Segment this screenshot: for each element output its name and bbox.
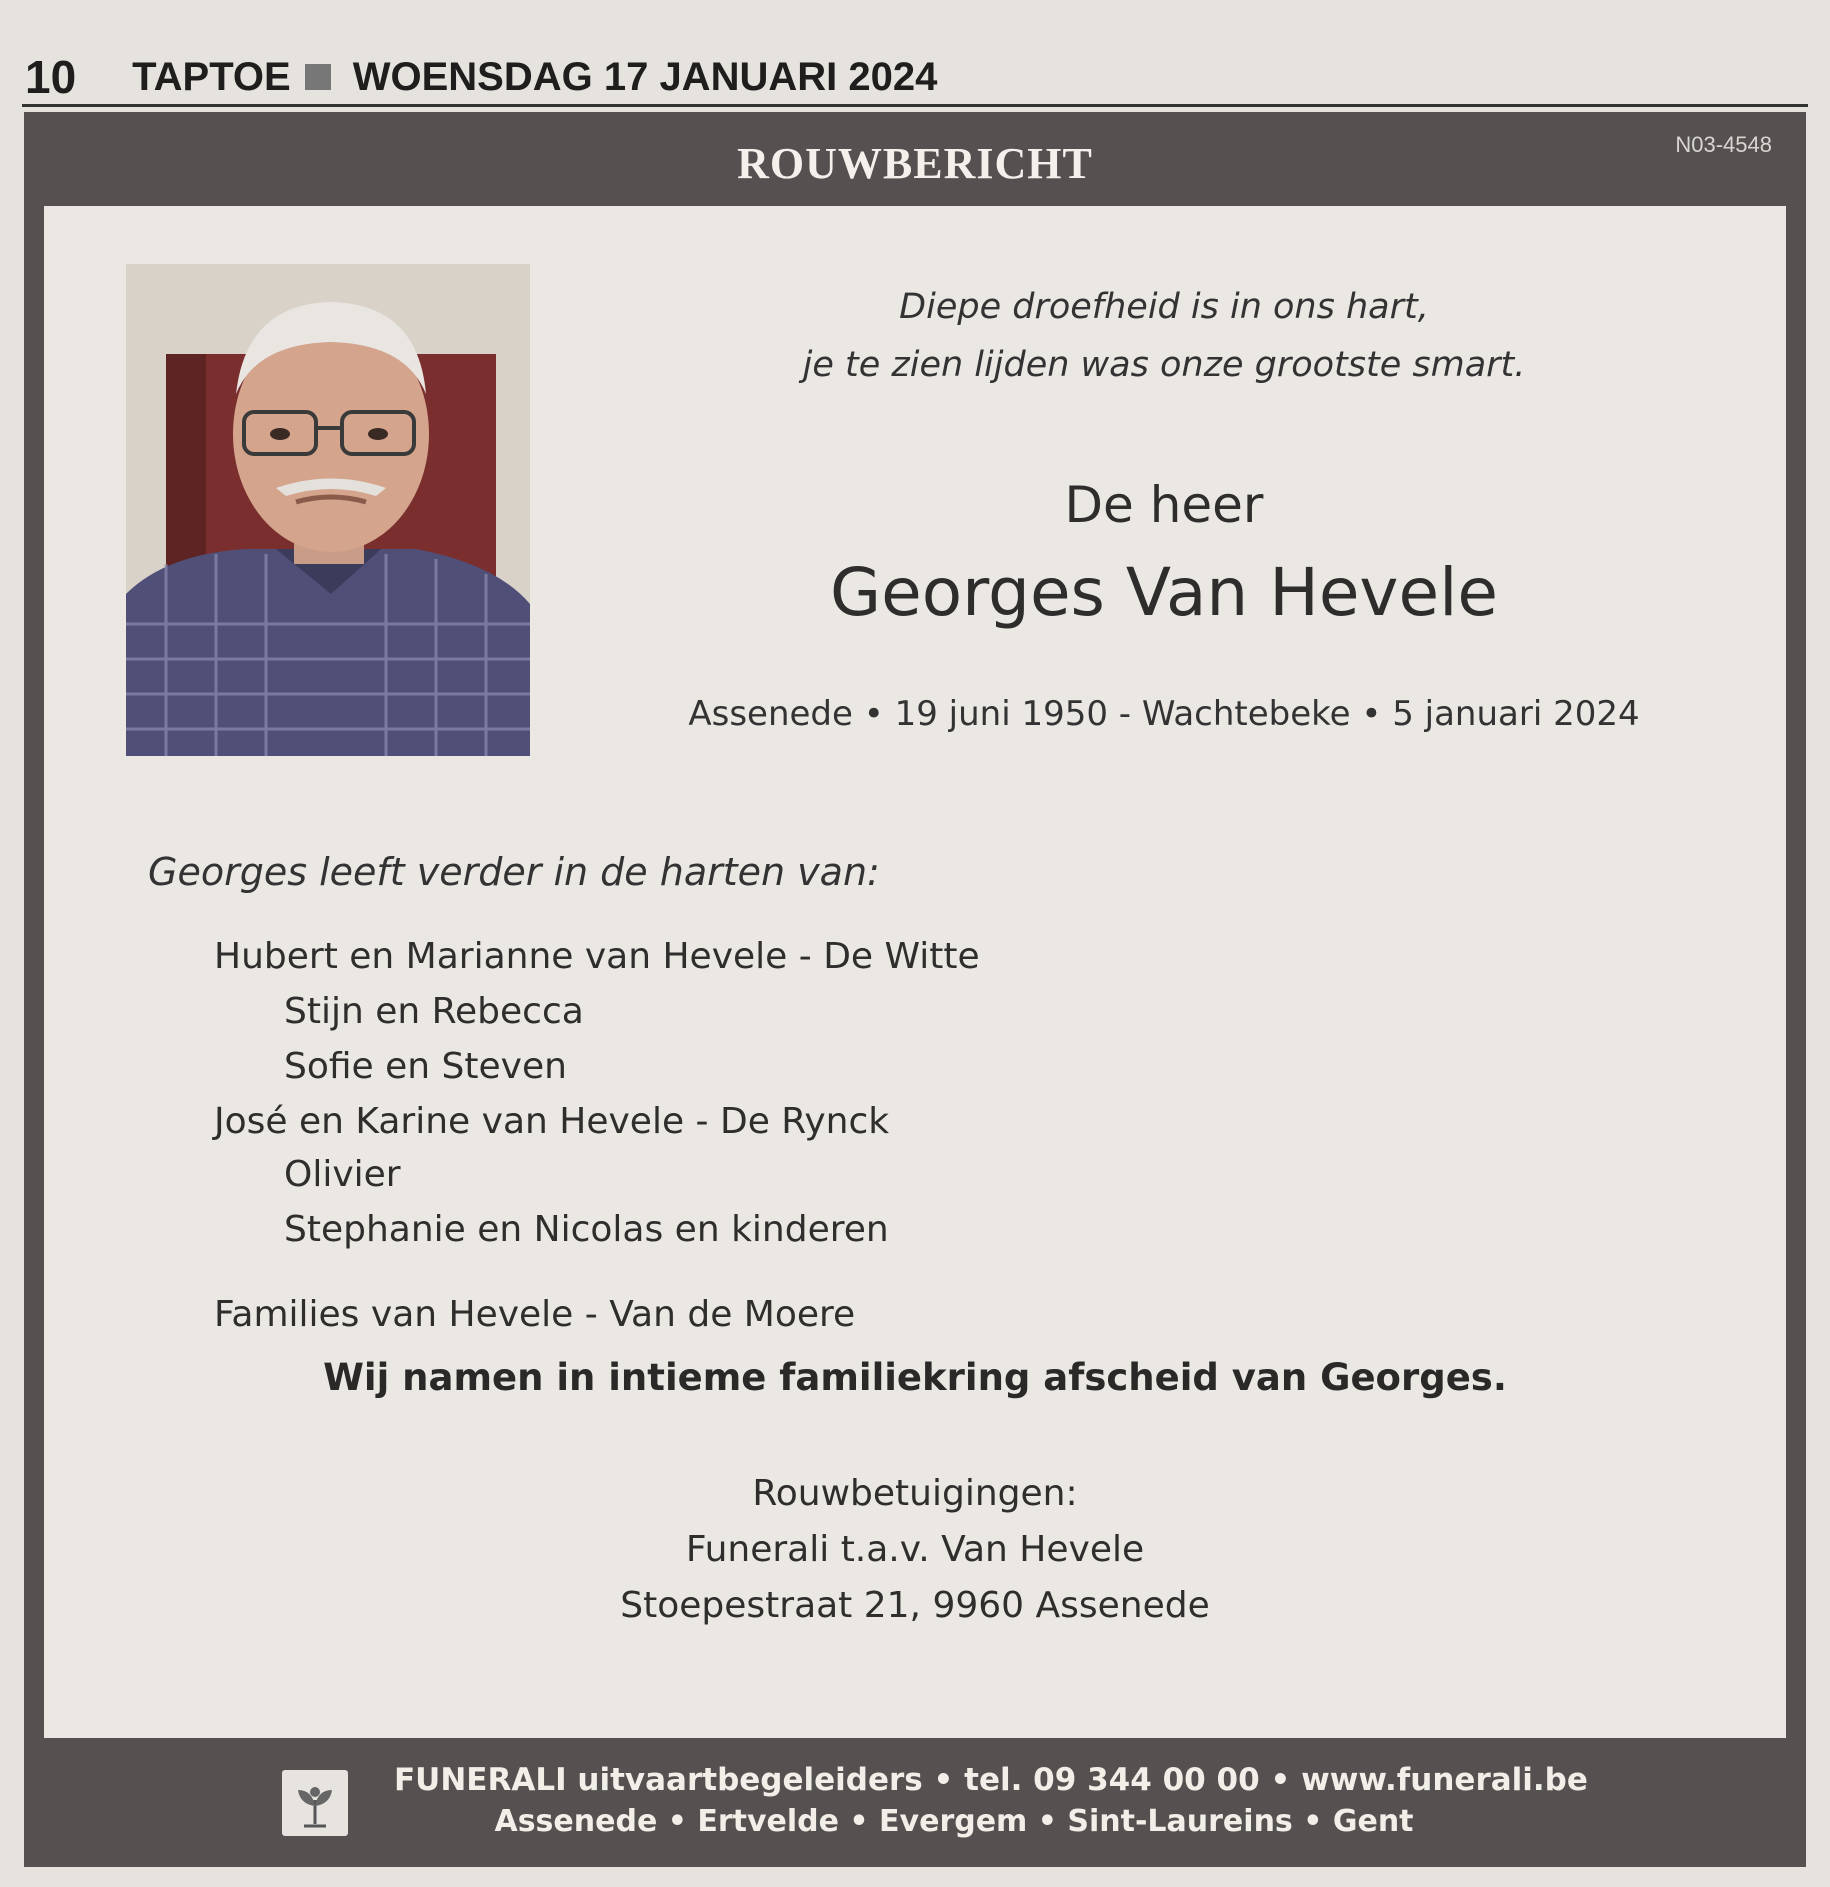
portrait-illustration bbox=[126, 264, 530, 756]
deceased-name: Georges Van Hevele bbox=[829, 554, 1499, 631]
quote-line: je te zien lijden was onze grootste smart. bbox=[802, 345, 1526, 385]
ad-code: N03-4548 bbox=[1675, 132, 1772, 157]
family-intro: Georges leeft verder in de harten van: bbox=[148, 850, 880, 894]
obituary-frame bbox=[24, 112, 1806, 1867]
family-member: Families van Hevele - Van de Moere bbox=[214, 1294, 856, 1335]
page-number: 10 bbox=[25, 51, 77, 103]
lifespan-dates: Assenede • 19 juni 1950 - Wachtebeke • 5 januari 2024 bbox=[688, 694, 1640, 734]
family-member: Olivier bbox=[284, 1154, 401, 1195]
obituary-body bbox=[44, 206, 1786, 1738]
footer-locations: Assenede • Ertvelde • Evergem • Sint-Laureins • Gent bbox=[494, 1804, 1414, 1839]
family-member: José en Karine van Hevele - De Rynck bbox=[214, 1101, 890, 1142]
condolence-line: Funerali t.a.v. Van Hevele bbox=[685, 1529, 1145, 1570]
header-rule bbox=[22, 104, 1808, 107]
newspaper-masthead bbox=[25, 48, 1805, 106]
portrait-photo bbox=[126, 264, 530, 756]
family-member: Stijn en Rebecca bbox=[284, 991, 584, 1032]
separator-square-icon bbox=[305, 64, 331, 90]
salutation: De heer bbox=[1064, 476, 1264, 534]
publication-date: WOENSDAG 17 JANUARI 2024 bbox=[352, 54, 938, 99]
condolence-line: Stoepestraat 21, 9960 Assenede bbox=[620, 1585, 1210, 1626]
funerali-plant-logo-icon bbox=[282, 1770, 348, 1836]
quote-line: Diepe droefheid is in ons hart, bbox=[899, 287, 1429, 327]
footer-contact: FUNERALI uitvaartbegeleiders • tel. 09 344 00 00 • www.funerali.be bbox=[394, 1762, 1588, 1798]
publication-name: TAPTOE bbox=[132, 54, 291, 99]
section-title: ROUWBERICHT bbox=[737, 139, 1093, 188]
farewell-statement: Wij namen in intieme familiekring afscheid van Georges. bbox=[323, 1356, 1507, 1399]
funeral-home-footer bbox=[24, 1742, 1806, 1862]
condolence-address bbox=[44, 1466, 1786, 1634]
family-member: Hubert en Marianne van Hevele - De Witte bbox=[214, 936, 980, 977]
quote bbox=[584, 278, 1744, 394]
family-member: Sofie en Steven bbox=[284, 1046, 567, 1087]
family-member: Stephanie en Nicolas en kinderen bbox=[284, 1209, 889, 1250]
condolence-line: Rouwbetuigingen: bbox=[752, 1473, 1078, 1514]
